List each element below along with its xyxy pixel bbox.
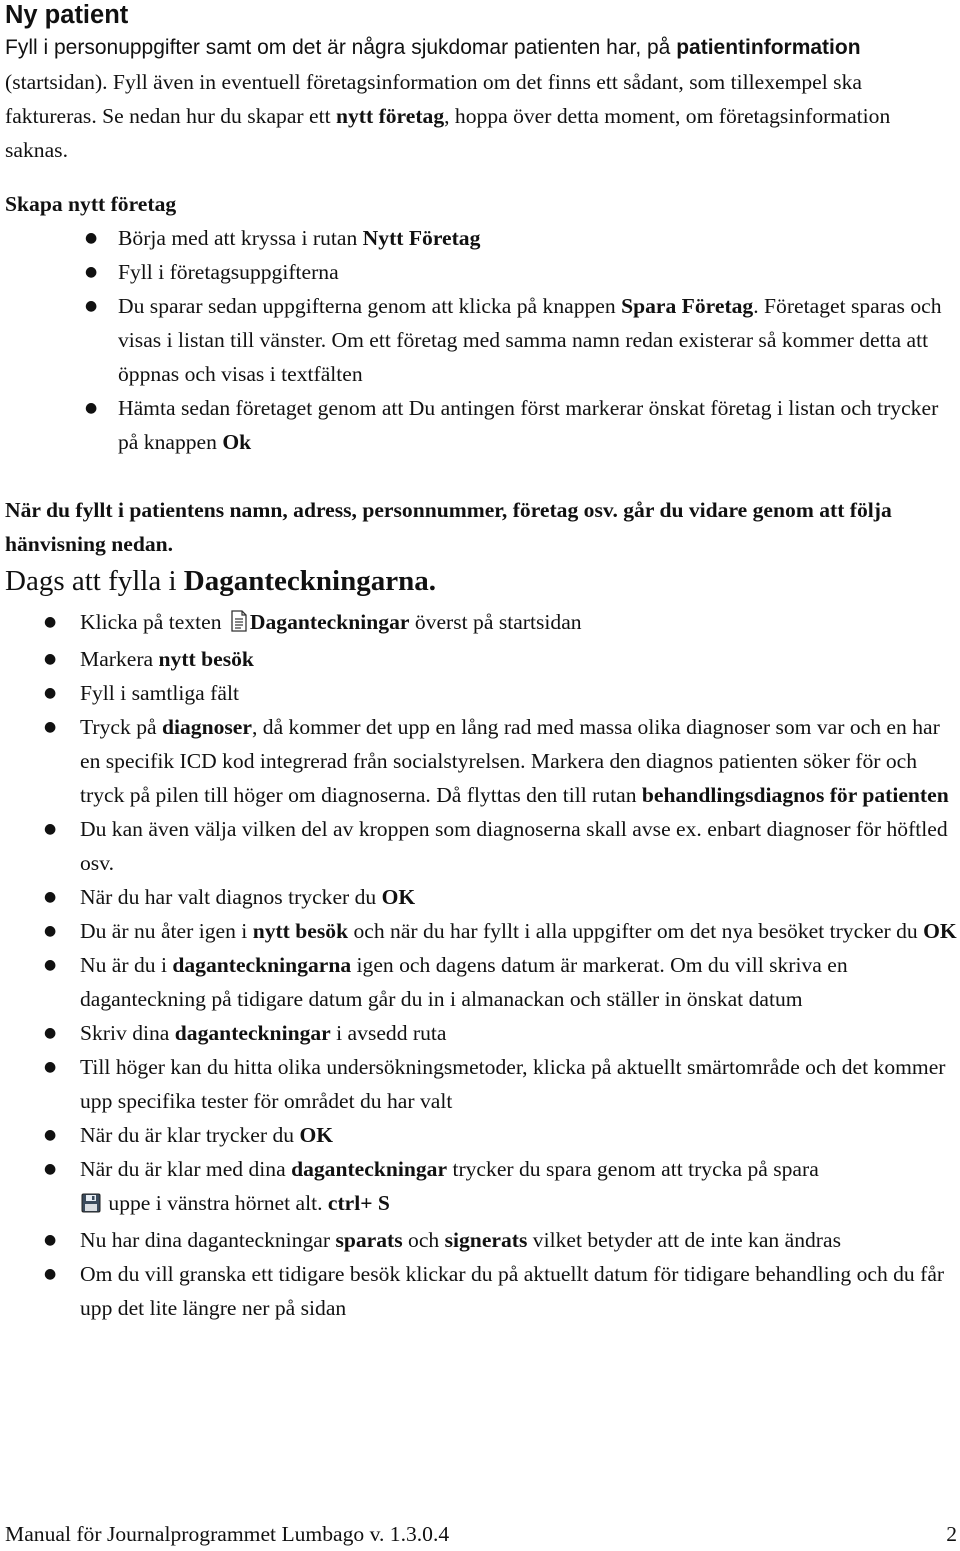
document-page <box>5 0 957 1325</box>
item-bold: Daganteckningar <box>249 610 410 634</box>
bullet-icon: ● <box>44 614 57 630</box>
bullet-icon: ● <box>44 1127 57 1143</box>
list-item <box>5 221 957 255</box>
item-text: Du sparar sedan uppgifterna genom att klicka på knappen <box>118 294 622 318</box>
bullet-icon: ● <box>85 400 98 416</box>
item-bold: sparats <box>335 1228 403 1252</box>
list-item <box>5 391 957 459</box>
item-text-tail: . Företaget sparas och visas i listan till vänster. Om ett företag med samma namn redan existerar så kommer detta att öppnas och visas i textfälten <box>118 294 942 386</box>
section-title-company: Skapa nytt företag <box>5 192 177 216</box>
list-item <box>5 880 957 914</box>
list-item <box>5 812 957 880</box>
heading-text: Dags att fylla i <box>5 565 184 597</box>
item-text: När du är klar trycker du <box>80 1123 300 1147</box>
item-bold: daganteckningarna <box>172 953 352 977</box>
item-text: Klicka på texten <box>80 610 227 634</box>
bullet-icon: ● <box>44 957 57 973</box>
document-icon <box>230 608 248 642</box>
item-text: Hämta sedan företaget genom att Du antingen först markerar önskat företag i listan och trycker på knappen <box>118 396 939 454</box>
bullet-icon: ● <box>44 1161 57 1177</box>
item-bold: daganteckningar <box>291 1157 448 1181</box>
item-text-mid: och när du har fyllt i alla uppgifter om det nya besöket trycker du <box>348 919 924 943</box>
item-bold: Nytt Företag <box>362 226 481 250</box>
item-bold: diagnoser <box>161 715 252 739</box>
item-text: Till höger kan du hitta olika undersökningsmetoder, klicka på aktuellt smärtområde och det kommer upp specifika tester för området du har valt <box>80 1055 946 1113</box>
bullet-icon: ● <box>44 1025 57 1041</box>
list-item <box>5 1223 957 1257</box>
item-text-tail: överst på startsidan <box>409 610 582 634</box>
item-bold: daganteckningar <box>174 1021 331 1045</box>
list-item <box>5 255 957 289</box>
item-text-tail: vilket betyder att de inte kan ändras <box>527 1228 841 1252</box>
bullet-icon: ● <box>44 1232 57 1248</box>
footer-manual-title: Manual för Journalprogrammet Lumbago v. 1.3.0.4 <box>5 1522 450 1546</box>
bullet-icon: ● <box>85 264 98 280</box>
list-item <box>5 676 957 710</box>
item-text: Fyll i samtliga fält <box>80 681 239 705</box>
item-bold-2: behandlingsdiagnos för patienten <box>641 783 949 807</box>
intro-text-1: Fyll i personuppgifter samt om det är några sjukdomar patienten har, på <box>5 36 677 59</box>
item-text: Nu har dina daganteckningar <box>80 1228 336 1252</box>
bullet-icon: ● <box>85 230 98 246</box>
bullet-icon: ● <box>44 685 57 701</box>
item-text: Om du vill granska ett tidigare besök klickar du på aktuellt datum för tidigare behandling och du får upp det lite längre ner på sidan <box>80 1262 945 1320</box>
bullet-icon: ● <box>44 719 57 735</box>
bullet-icon: ● <box>44 1059 57 1075</box>
intro-text-2: (startsidan). Fyll även in eventuell företagsinformation om det finns ett sådant, som tillexempel ska faktureras. Se nedan hur du skapar ett <box>5 70 862 128</box>
list-item <box>5 1257 957 1325</box>
bullet-icon: ● <box>44 923 57 939</box>
item-bold-2: signerats <box>444 1228 528 1252</box>
list-item <box>5 642 957 676</box>
list-item <box>5 1152 957 1223</box>
item-bold: Ok <box>222 430 252 454</box>
item-text-tail: igen och dagens datum är markerat. Om du vill skriva en daganteckning på tidigare datum går du in i almanackan och ställer in önskat datum <box>80 953 848 1011</box>
list-item <box>5 289 957 391</box>
bullet-icon: ● <box>85 298 98 314</box>
item-text-mid: trycker du spara genom att trycka på spara <box>447 1157 819 1181</box>
bullet-icon: ● <box>44 651 57 667</box>
intro-bold-patientinformation: patientinformation <box>676 36 861 59</box>
item-text: Börja med att kryssa i rutan <box>118 226 363 250</box>
list-item <box>5 948 957 1016</box>
summary-paragraph: När du fyllt i patientens namn, adress, personnummer, företag osv. går du vidare genom att följa hänvisning nedan. <box>5 498 892 556</box>
bullet-icon: ● <box>44 889 57 905</box>
shortcut-text: ctrl+ S <box>327 1191 390 1215</box>
company-steps-list <box>5 221 957 459</box>
item-bold: nytt besök <box>252 919 349 943</box>
item-text: Skriv dina <box>80 1021 175 1045</box>
item-bold: Spara Företag <box>621 294 754 318</box>
heading-bold: Daganteckningarna. <box>183 565 436 597</box>
list-item <box>5 1050 957 1118</box>
intro-text-3: , hoppa över detta moment, om företagsinformation saknas. <box>5 104 891 162</box>
floppy-disk-icon <box>81 1189 101 1223</box>
list-item <box>5 710 957 812</box>
list-item <box>5 605 957 642</box>
item-text: Tryck på <box>80 715 162 739</box>
item-text: Nu är du i <box>80 953 173 977</box>
list-item <box>5 1016 957 1050</box>
list-item <box>5 914 957 948</box>
bullet-icon: ● <box>44 821 57 837</box>
item-bold: nytt besök <box>158 647 254 671</box>
daganteckning-steps-list <box>5 605 957 1325</box>
item-text-tail: uppe i vänstra hörnet alt. <box>103 1191 328 1215</box>
item-bold: OK <box>299 1123 334 1147</box>
page-title: Ny patient <box>5 1 129 29</box>
bullet-icon: ● <box>44 1266 57 1282</box>
item-bold-2: OK <box>923 919 957 943</box>
item-text: När du är klar med dina <box>80 1157 292 1181</box>
item-text: Du kan även välja vilken del av kroppen som diagnoserna skall avse ex. enbart diagnoser för höftled osv. <box>80 817 948 875</box>
page-footer <box>5 1517 957 1551</box>
item-text: Du är nu åter igen i <box>80 919 253 943</box>
section-heading-daganteckningar <box>5 561 957 601</box>
item-text-mid: och <box>402 1228 445 1252</box>
intro-bold-nytt-foretag: nytt företag <box>335 104 445 128</box>
item-text: Markera <box>80 647 159 671</box>
footer-page-number: 2 <box>946 1522 957 1546</box>
item-text-mid: , då kommer det upp en lång rad med massa olika diagnoser som var och en har en specifik ICD kod integrerad från socialstyrelsen. Markera den diagnos patienten söker för och tryck på pilen till höger om diagnoserna. Då flyttas den till rutan <box>80 715 940 807</box>
intro-paragraph <box>5 30 957 167</box>
item-text-tail: i avsedd ruta <box>330 1021 447 1045</box>
item-text: När du har valt diagnos trycker du <box>80 885 382 909</box>
list-item <box>5 1118 957 1152</box>
item-bold: OK <box>381 885 416 909</box>
item-text: Fyll i företagsuppgifterna <box>118 260 339 284</box>
